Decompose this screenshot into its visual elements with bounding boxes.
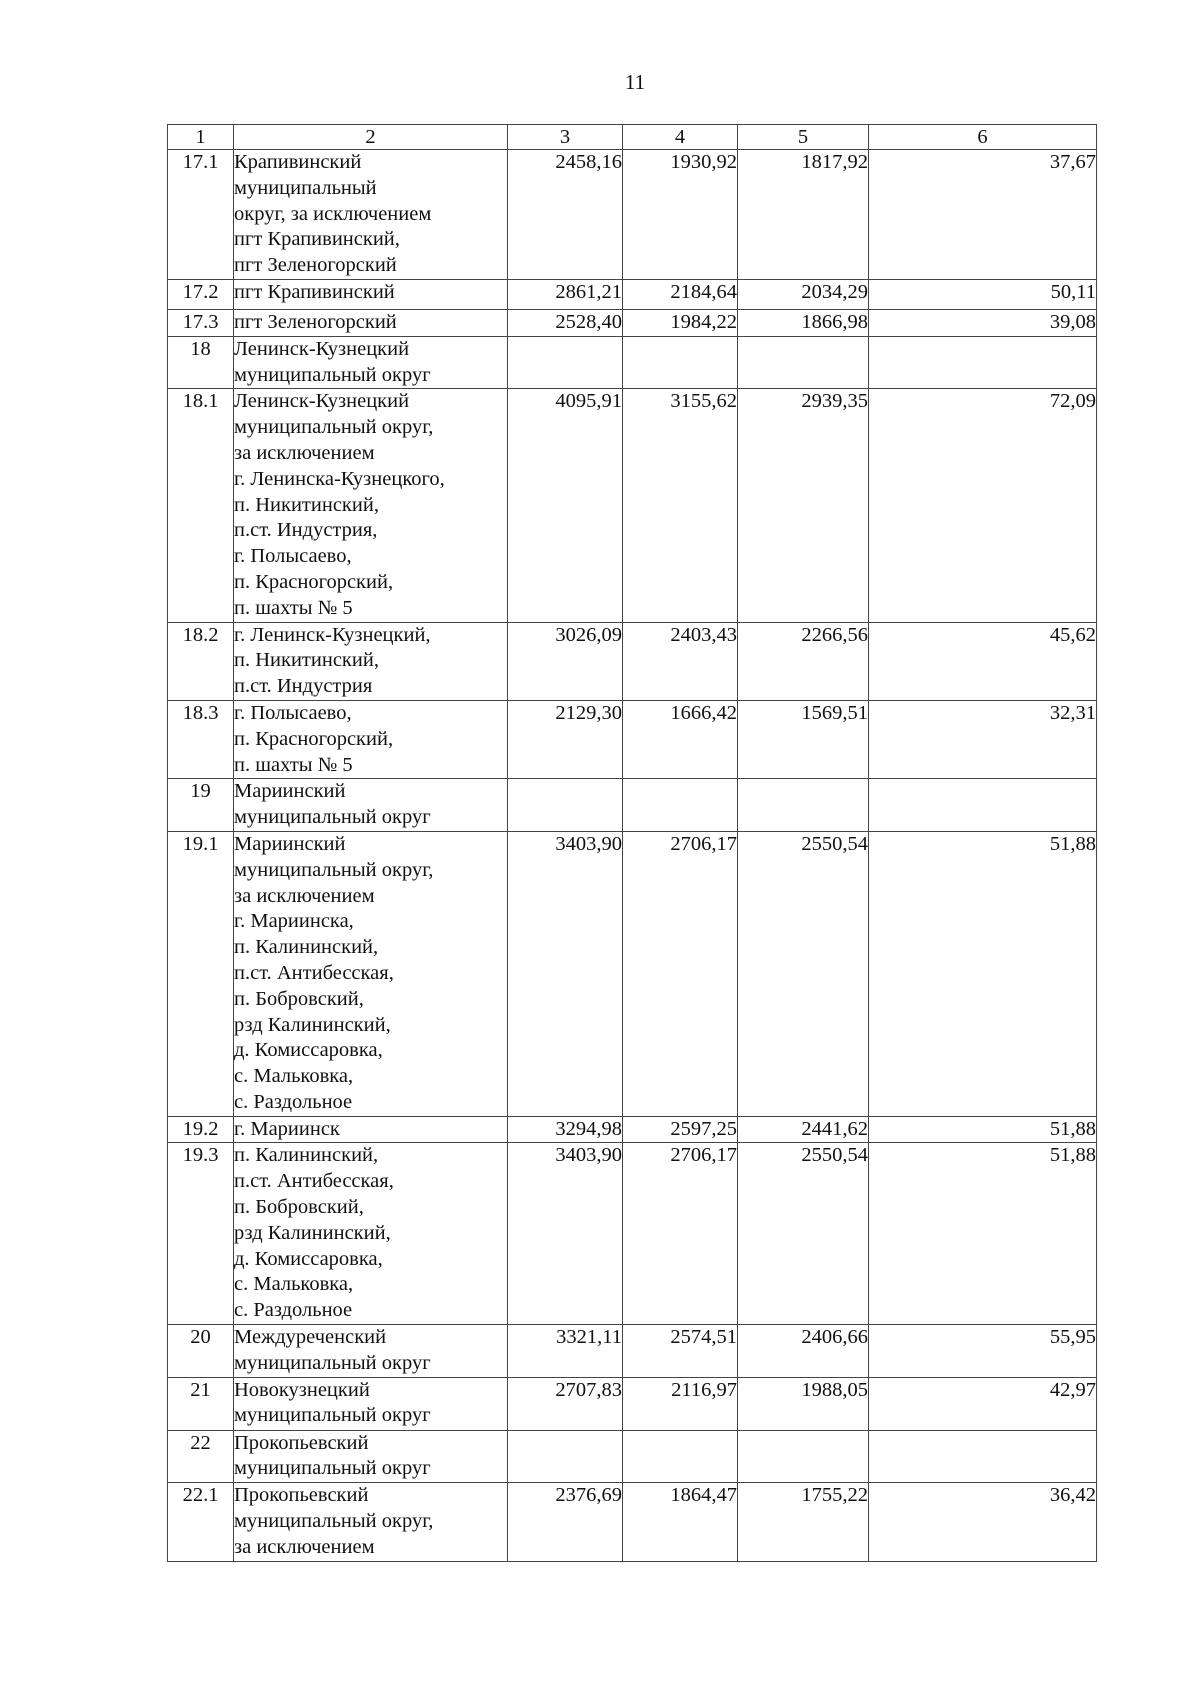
value-cell-col3: 3321,11: [508, 1325, 623, 1378]
territory-name-cell: Прокопьевский муниципальный округ, за исключением: [234, 1483, 508, 1561]
value-cell-col4: 2574,51: [623, 1325, 738, 1378]
territory-name-cell: Ленинск-Кузнецкий муниципальный округ: [234, 336, 508, 389]
value-cell-col6: [869, 336, 1097, 389]
value-cell-col4: 2706,17: [623, 831, 738, 1116]
value-cell-col4: 2706,17: [623, 1143, 738, 1325]
value-cell-col6: 51,88: [869, 831, 1097, 1116]
value-cell-col6: 32,31: [869, 700, 1097, 778]
row-number-cell: 18: [168, 336, 234, 389]
row-number-cell: 21: [168, 1377, 234, 1430]
value-cell-col4: 2184,64: [623, 279, 738, 309]
value-cell-col6: 51,88: [869, 1116, 1097, 1143]
row-number-cell: 19.1: [168, 831, 234, 1116]
column-header: 2: [234, 125, 508, 150]
value-cell-col5: 1569,51: [738, 700, 869, 778]
table-body: [168, 125, 1097, 1562]
row-number-cell: 20: [168, 1325, 234, 1378]
table-row: [168, 831, 1097, 1116]
value-cell-col5: [738, 1430, 869, 1483]
table-row: [168, 622, 1097, 700]
column-header: 3: [508, 125, 623, 150]
territory-name-cell: Крапивинский муниципальный округ, за исключением пгт Крапивинский, пгт Зеленогорский: [234, 150, 508, 280]
territory-name-cell: п. Калининский, п.ст. Антибесская, п. Бобровский, рзд Калининский, д. Комиссаровка, с. Мальковка, с. Раздольное: [234, 1143, 508, 1325]
value-cell-col5: 2406,66: [738, 1325, 869, 1378]
value-cell-col4: 2597,25: [623, 1116, 738, 1143]
value-cell-col3: 3294,98: [508, 1116, 623, 1143]
value-cell-col5: [738, 336, 869, 389]
row-number-cell: 18.1: [168, 389, 234, 622]
value-cell-col3: 2528,40: [508, 309, 623, 336]
table-row: [168, 779, 1097, 832]
row-number-cell: 17.1: [168, 150, 234, 280]
tariff-table: [167, 124, 1097, 1562]
row-number-cell: 22: [168, 1430, 234, 1483]
territory-name-cell: Междуреченский муниципальный округ: [234, 1325, 508, 1378]
value-cell-col6: [869, 779, 1097, 832]
value-cell-col4: 1666,42: [623, 700, 738, 778]
value-cell-col5: 1755,22: [738, 1483, 869, 1561]
value-cell-col6: 51,88: [869, 1143, 1097, 1325]
column-header: 4: [623, 125, 738, 150]
territory-name-cell: Прокопьевский муниципальный округ: [234, 1430, 508, 1483]
value-cell-col3: 4095,91: [508, 389, 623, 622]
value-cell-col6: [869, 1430, 1097, 1483]
value-cell-col6: 55,95: [869, 1325, 1097, 1378]
value-cell-col3: 3026,09: [508, 622, 623, 700]
territory-name-cell: г. Полысаево, п. Красногорский, п. шахты № 5: [234, 700, 508, 778]
value-cell-col3: [508, 779, 623, 832]
value-cell-col6: 45,62: [869, 622, 1097, 700]
row-number-cell: 18.2: [168, 622, 234, 700]
column-header: 6: [869, 125, 1097, 150]
territory-name-cell: пгт Крапивинский: [234, 279, 508, 309]
value-cell-col4: 3155,62: [623, 389, 738, 622]
row-number-cell: 22.1: [168, 1483, 234, 1561]
value-cell-col5: 2550,54: [738, 831, 869, 1116]
value-cell-col6: 37,67: [869, 150, 1097, 280]
table-row: [168, 1377, 1097, 1430]
territory-name-cell: пгт Зеленогорский: [234, 309, 508, 336]
value-cell-col4: [623, 779, 738, 832]
value-cell-col3: 2707,83: [508, 1377, 623, 1430]
territory-name-cell: Новокузнецкий муниципальный округ: [234, 1377, 508, 1430]
value-cell-col3: 2861,21: [508, 279, 623, 309]
row-number-cell: 19: [168, 779, 234, 832]
value-cell-col5: 1988,05: [738, 1377, 869, 1430]
table-row: [168, 336, 1097, 389]
table-row: [168, 1143, 1097, 1325]
table-row: [168, 1116, 1097, 1143]
column-header: 1: [168, 125, 234, 150]
value-cell-col5: 2034,29: [738, 279, 869, 309]
value-cell-col3: 3403,90: [508, 1143, 623, 1325]
table-row: [168, 1483, 1097, 1561]
value-cell-col3: [508, 1430, 623, 1483]
table-row: [168, 150, 1097, 280]
value-cell-col4: 2116,97: [623, 1377, 738, 1430]
value-cell-col6: 42,97: [869, 1377, 1097, 1430]
page-number: 11: [624, 70, 646, 94]
table-row: [168, 700, 1097, 778]
table-row: [168, 1325, 1097, 1378]
table-row: [168, 309, 1097, 336]
row-number-cell: 17.3: [168, 309, 234, 336]
value-cell-col6: 36,42: [869, 1483, 1097, 1561]
value-cell-col3: [508, 336, 623, 389]
row-number-cell: 19.3: [168, 1143, 234, 1325]
row-number-cell: 19.2: [168, 1116, 234, 1143]
value-cell-col3: 2129,30: [508, 700, 623, 778]
territory-name-cell: Мариинский муниципальный округ: [234, 779, 508, 832]
territory-name-cell: Ленинск-Кузнецкий муниципальный округ, за исключением г. Ленинска-Кузнецкого, п. Никитинский, п.ст. Индустрия, г. Полысаево, п. Красногорский, п. шахты № 5: [234, 389, 508, 622]
territory-name-cell: г. Ленинск-Кузнецкий, п. Никитинский, п.ст. Индустрия: [234, 622, 508, 700]
row-number-cell: 17.2: [168, 279, 234, 309]
value-cell-col6: 39,08: [869, 309, 1097, 336]
value-cell-col3: 2376,69: [508, 1483, 623, 1561]
value-cell-col6: 50,11: [869, 279, 1097, 309]
table-header-row: [168, 125, 1097, 150]
value-cell-col4: [623, 336, 738, 389]
value-cell-col6: 72,09: [869, 389, 1097, 622]
value-cell-col5: 2441,62: [738, 1116, 869, 1143]
value-cell-col4: 1864,47: [623, 1483, 738, 1561]
value-cell-col5: [738, 779, 869, 832]
table-row: [168, 1430, 1097, 1483]
value-cell-col5: 2550,54: [738, 1143, 869, 1325]
value-cell-col5: 2939,35: [738, 389, 869, 622]
value-cell-col3: 3403,90: [508, 831, 623, 1116]
column-header: 5: [738, 125, 869, 150]
value-cell-col3: 2458,16: [508, 150, 623, 280]
value-cell-col4: 2403,43: [623, 622, 738, 700]
table-row: [168, 279, 1097, 309]
value-cell-col4: 1984,22: [623, 309, 738, 336]
row-number-cell: 18.3: [168, 700, 234, 778]
value-cell-col5: 1817,92: [738, 150, 869, 280]
value-cell-col4: 1930,92: [623, 150, 738, 280]
value-cell-col5: 1866,98: [738, 309, 869, 336]
value-cell-col5: 2266,56: [738, 622, 869, 700]
value-cell-col4: [623, 1430, 738, 1483]
table-row: [168, 389, 1097, 622]
territory-name-cell: г. Мариинск: [234, 1116, 508, 1143]
territory-name-cell: Мариинский муниципальный округ, за исключением г. Мариинска, п. Калининский, п.ст. Антибесская, п. Бобровский, рзд Калининский, д. Комиссаровка, с. Мальковка, с. Раздольное: [234, 831, 508, 1116]
